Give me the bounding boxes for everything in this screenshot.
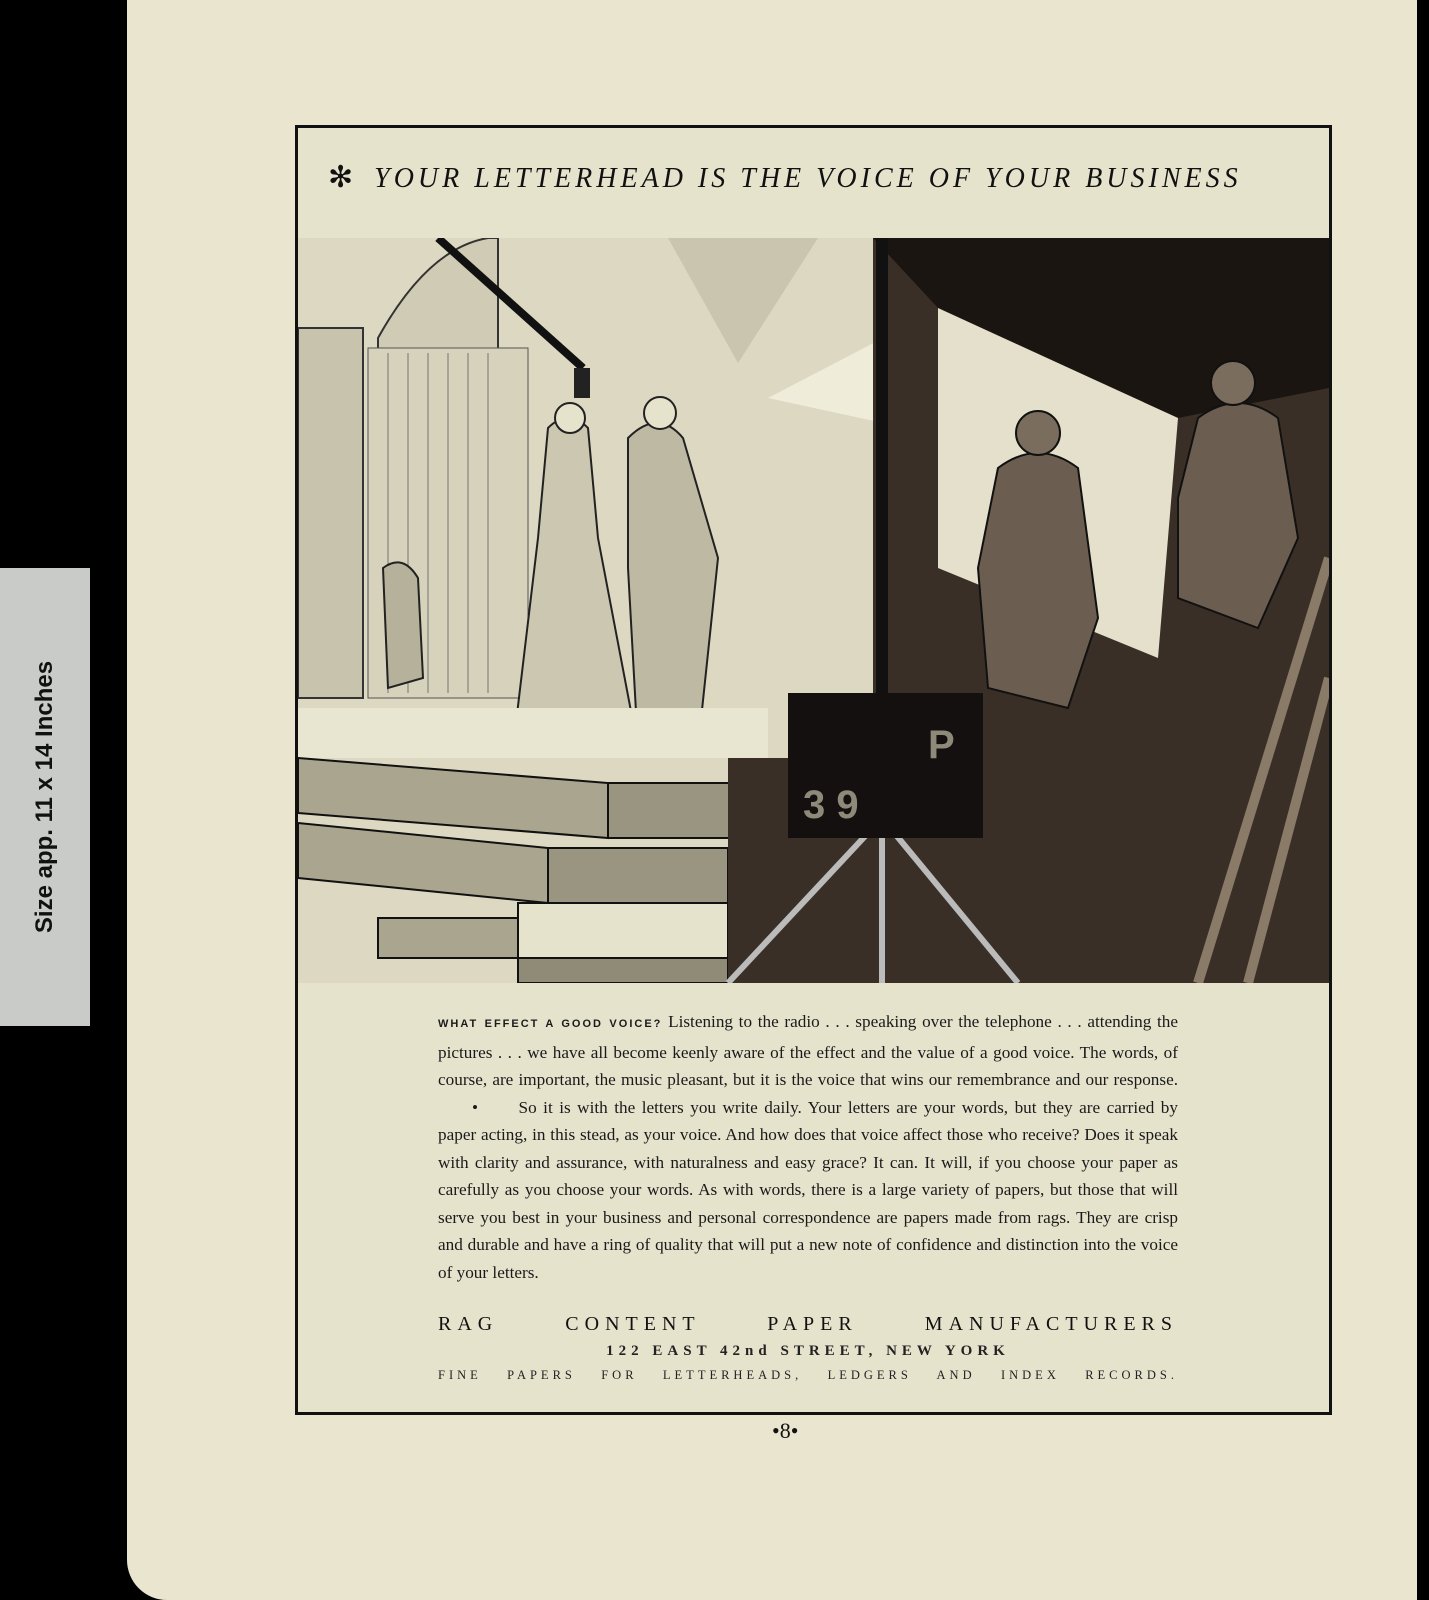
sign-number: 3 9 xyxy=(803,783,859,827)
bullet-separator: • xyxy=(472,1097,479,1117)
asterisk-ornament-icon: ✻ xyxy=(328,161,358,194)
advertisement-frame xyxy=(295,125,1332,1415)
size-label xyxy=(0,568,90,1026)
body-paragraph-2: So it is with the letters you write daily. Your letters are your words, but they are carried by paper acting, in this stead, as your voice. And how does that voice affect those who receive? Does it speak with clarity and assurance, with naturalness and easy grace? It can. It will, if you choose your paper as carefully as you choose your words. As with words, there is a large variety of papers, but those that will serve you best in your business and personal correspondence are papers made from rags. They are crisp and durable and have a ring of quality that will put a new note of confidence and distinction into the voice of your letters. xyxy=(438,1097,1178,1282)
body-lead-in: WHAT EFFECT A GOOD VOICE? xyxy=(438,1018,663,1030)
company-tagline: FINE PAPERS FOR LETTERHEADS, LEDGERS AND INDEX RECORDS. xyxy=(438,1368,1178,1382)
body-paragraph-1: Listening to the radio . . . speaking over the telephone . . . attending the pictures . . . we have all become keenly aware of the effect and the value of a good voice. The words, of course, are important, the music pleasant, but it is the voice that wins our remembrance and our response. xyxy=(438,1012,1179,1089)
illustration xyxy=(298,238,1329,983)
sign-letter: P xyxy=(928,723,955,767)
headline xyxy=(328,160,1309,195)
company-address: 122 EAST 42nd STREET, NEW YORK xyxy=(606,1343,1010,1359)
headline-text: YOUR LETTERHEAD IS THE VOICE OF YOUR BUSINESS xyxy=(374,163,1242,194)
body-copy xyxy=(438,1008,1178,1286)
page-number: •8• xyxy=(772,1418,799,1443)
size-label-text: Size app. 11 x 14 Inches xyxy=(31,660,58,934)
studio-illustration xyxy=(298,238,1329,983)
company-name: RAG CONTENT PAPER MANUFACTURERS xyxy=(438,1313,1178,1335)
